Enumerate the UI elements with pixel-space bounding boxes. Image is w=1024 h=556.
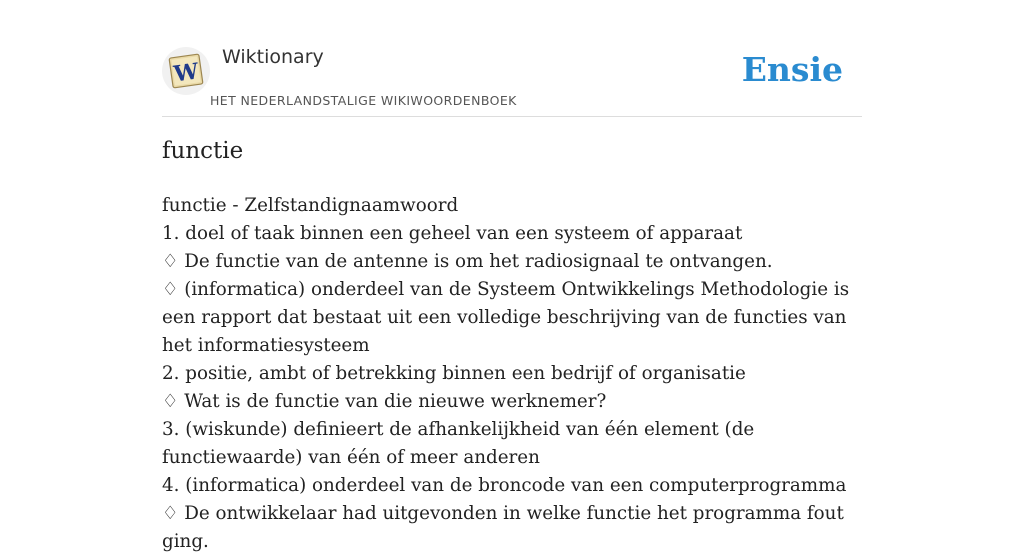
entry-definition	[162, 192, 862, 556]
entry-title: functie	[162, 138, 244, 164]
definition-1: 1. doel of taak binnen een geheel van een systeem of apparaat	[162, 223, 743, 244]
example-3: ♢ Wat is de functie van die nieuwe werknemer?	[162, 391, 607, 412]
example-2: ♢ (informatica) onderdeel van de Systeem Ontwikkelings Methodologie is een rapport dat bestaat uit een volledige beschrijving van de functies van het informatiesysteem	[162, 279, 855, 356]
ensie-brand-logo[interactable]: Ensie	[741, 50, 843, 89]
site-tagline: HET NEDERLANDSTALIGE WIKIWOORDENBOEK	[210, 93, 517, 108]
site-header	[162, 40, 862, 117]
part-of-speech-line: functie - Zelfstandignaamwoord	[162, 195, 459, 216]
definition-3: 3. (wiskunde) definieert de afhankelijkheid van één element (de functiewaarde) van één of meer anderen	[162, 419, 761, 468]
definition-4: 4. (informatica) onderdeel van de broncode van een computerprogramma	[162, 475, 847, 496]
logo-letter: W	[172, 58, 201, 88]
example-4: ♢ De ontwikkelaar had uitgevonden in welke functie het programma fout ging.	[162, 503, 850, 552]
example-1: ♢ De functie van de antenne is om het radiosignaal te ontvangen.	[162, 251, 773, 272]
wiktionary-logo-icon[interactable]	[162, 47, 210, 95]
definition-2: 2. positie, ambt of betrekking binnen een bedrijf of organisatie	[162, 363, 746, 384]
wiktionary-tile-icon	[162, 47, 210, 95]
site-name[interactable]: Wiktionary	[222, 46, 324, 68]
